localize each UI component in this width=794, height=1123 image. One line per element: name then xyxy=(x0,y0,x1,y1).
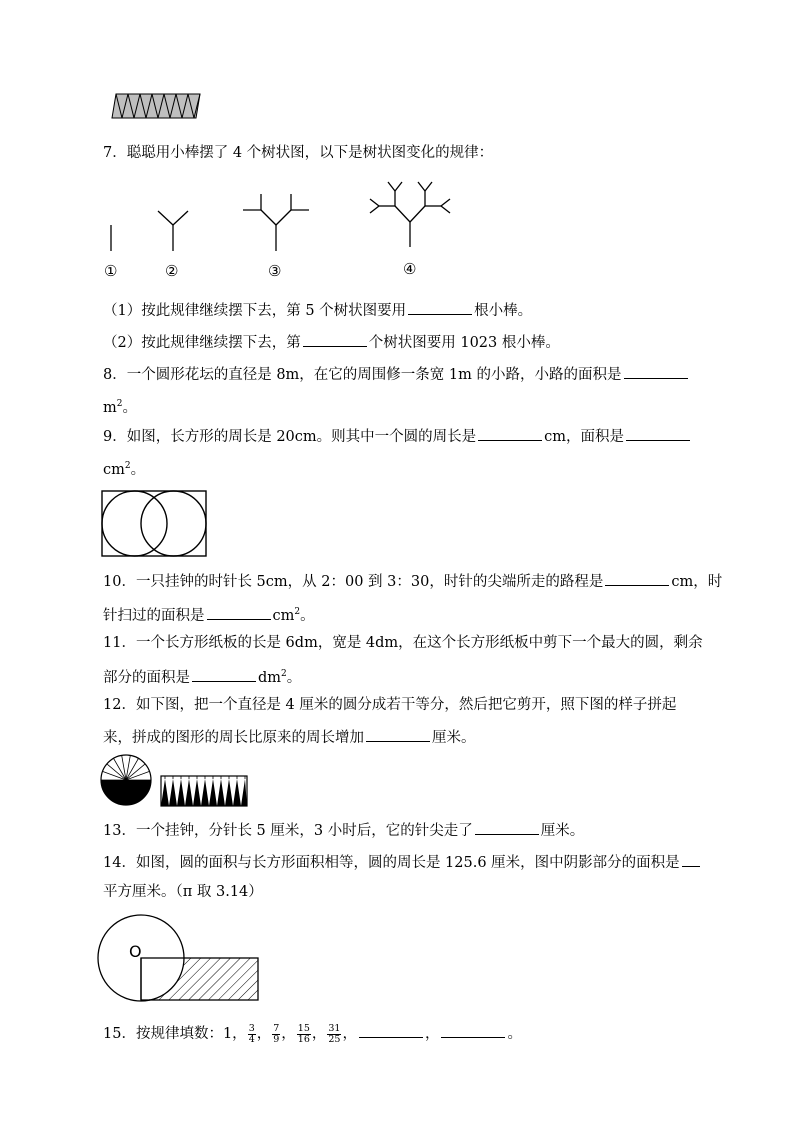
denominator: 4 xyxy=(248,1033,255,1045)
q8-line2 xyxy=(103,394,137,418)
separator: ， xyxy=(342,1026,357,1042)
q8-text: 8．一个圆形花坛的直径是 8m，在它的周围修一条宽 1m 的小路，小路的面积是 xyxy=(103,367,622,383)
fraction-3-4 xyxy=(248,1024,256,1045)
q11-line2 xyxy=(103,664,301,688)
q13-text: 13．一个挂钟，分针长 5 厘米，3 小时后，它的针尖走了 xyxy=(103,823,473,839)
q9-unit-sup: 2 xyxy=(124,461,131,471)
q10-line2 xyxy=(103,602,315,626)
q10-text: 10．一只挂钟的时针长 5cm，从 2：00 到 3：30，时针的尖端所走的路程是 xyxy=(103,574,604,590)
tree-label-3: ③ xyxy=(268,262,282,280)
answer-blank[interactable] xyxy=(441,1023,505,1038)
q12-text: 12．如下图，把一个直径是 4 厘米的圆分成若干等分，然后把它剪开，照下图的样子拼起 xyxy=(103,697,677,713)
q9-line1 xyxy=(103,426,692,447)
rearranged-strip-figure xyxy=(160,775,248,807)
fraction-7-9 xyxy=(272,1024,280,1045)
answer-blank[interactable] xyxy=(624,364,688,379)
q15-line xyxy=(103,1022,522,1046)
numerator: 3 xyxy=(248,1022,255,1034)
center-label-o: O xyxy=(129,942,142,961)
answer-blank[interactable] xyxy=(626,426,690,441)
parallelogram-figure xyxy=(110,92,204,120)
q8-end: 。 xyxy=(122,399,137,416)
q10-end: 。 xyxy=(300,607,315,624)
q10-text-c: 针扫过的面积是 xyxy=(103,607,205,624)
q11-text: 11．一个长方形纸板的长是 6dm，宽是 4dm，在这个长方形纸板中剪下一个最大的圆，剩余 xyxy=(103,635,703,651)
q11-unit: dm xyxy=(258,669,282,686)
q7-part1-end: 根小棒。 xyxy=(474,303,533,319)
q14-line2 xyxy=(103,882,263,902)
separator: ， xyxy=(256,1026,272,1042)
q9-text-b: cm，面积是 xyxy=(544,429,625,445)
q14-text: 14．如图，圆的面积与长方形面积相等，圆的周长是 125.6 厘米，图中阴影部分的面积是 xyxy=(103,855,680,871)
q9-unit: cm xyxy=(103,461,125,478)
q10-text-b: cm，时 xyxy=(671,574,723,590)
tree-label-4: ④ xyxy=(403,260,417,278)
rectangle-two-circles-figure xyxy=(100,488,210,560)
answer-blank[interactable] xyxy=(605,571,669,586)
numerator: 31 xyxy=(328,1022,341,1034)
answer-blank[interactable] xyxy=(682,852,700,867)
q11-line1 xyxy=(103,633,703,653)
answer-blank[interactable] xyxy=(478,426,542,441)
q7-part2-text: （2）按此规律继续摆下去，第 xyxy=(103,335,301,351)
q10-line1 xyxy=(103,571,722,592)
tree-label-2: ② xyxy=(165,262,179,280)
fraction-15-16 xyxy=(297,1024,311,1045)
q8-line1 xyxy=(103,364,690,385)
q14-line1 xyxy=(103,852,702,873)
circle-rectangle-shaded-figure xyxy=(96,914,262,1004)
answer-blank[interactable] xyxy=(366,727,430,742)
q12-line2 xyxy=(103,727,476,748)
answer-blank[interactable] xyxy=(359,1023,423,1038)
q12-text-b: 来，拼成的图形的周长比原来的周长增加 xyxy=(103,730,364,746)
q13-line xyxy=(103,820,584,841)
answer-blank[interactable] xyxy=(192,667,256,682)
denominator: 16 xyxy=(297,1033,310,1045)
answer-blank[interactable] xyxy=(408,300,472,315)
q7-part1 xyxy=(103,300,532,321)
fraction-31-25 xyxy=(327,1024,341,1045)
q8-unit-sup: 2 xyxy=(116,399,123,409)
q10-unit: cm xyxy=(272,607,295,624)
q15-end: 。 xyxy=(507,1026,522,1042)
answer-blank[interactable] xyxy=(475,820,539,835)
separator: ， xyxy=(424,1026,440,1042)
tree-label-1: ① xyxy=(104,262,118,280)
q11-end: 。 xyxy=(286,669,302,686)
answer-blank[interactable] xyxy=(207,605,271,620)
q12-text-c: 厘米。 xyxy=(432,730,476,746)
q14-text-b: 平方厘米。（π 取 3.14） xyxy=(103,884,263,900)
q10-unit-sup: 2 xyxy=(294,607,301,617)
q12-line1 xyxy=(103,695,676,715)
tree-figures xyxy=(95,175,475,285)
denominator: 25 xyxy=(328,1033,341,1045)
q8-unit: m xyxy=(103,399,117,416)
denominator: 9 xyxy=(273,1033,280,1045)
answer-blank[interactable] xyxy=(303,332,367,347)
q11-text-b: 部分的面积是 xyxy=(103,669,190,686)
q15-text: 15．按规律填数：1， xyxy=(103,1026,247,1042)
circle-sectors-figure xyxy=(98,752,154,808)
q11-unit-sup: 2 xyxy=(281,669,287,679)
q13-text-b: 厘米。 xyxy=(540,823,585,839)
q7-part1-text: （1）按此规律继续摆下去，第 5 个树状图要用 xyxy=(103,303,407,319)
q7-part2 xyxy=(103,332,560,353)
q9-end: 。 xyxy=(130,461,146,478)
q7-stem: 7．聪聪用小棒摆了 4 个树状图，以下是树状图变化的规律： xyxy=(103,145,494,161)
separator: ， xyxy=(311,1026,327,1042)
numerator: 7 xyxy=(273,1022,280,1034)
q9-line2 xyxy=(103,456,145,480)
q9-text: 9．如图，长方形的周长是 20cm。则其中一个圆的周长是 xyxy=(103,429,477,445)
numerator: 15 xyxy=(297,1022,310,1034)
q7-part2-end: 个树状图要用 1023 根小棒。 xyxy=(368,335,560,351)
separator: ， xyxy=(281,1026,296,1042)
